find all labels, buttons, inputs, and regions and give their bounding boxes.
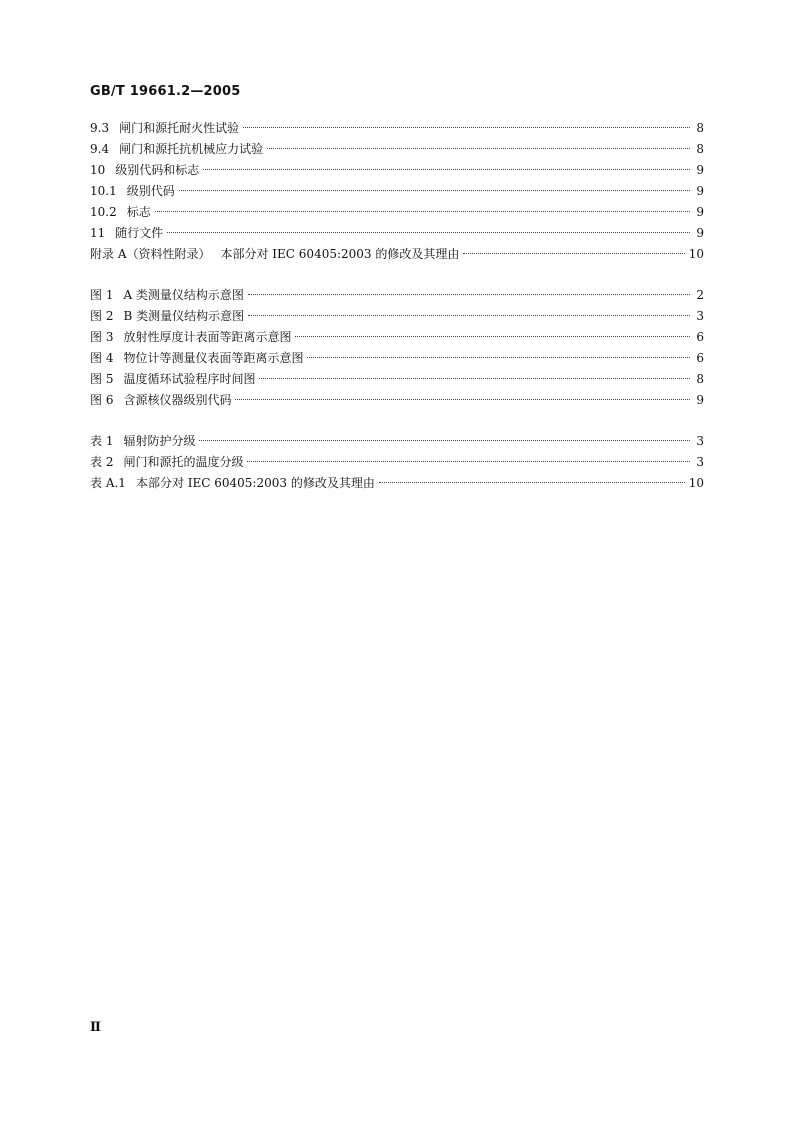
toc-entry-number: 图 4 [90, 351, 114, 365]
toc-dot-leader [179, 190, 690, 191]
toc-entry[interactable] [90, 369, 704, 390]
toc-entry-number: 图 3 [90, 330, 114, 344]
toc-entry-number: 图 5 [90, 372, 114, 386]
toc-entry-title: 级别代码和标志 [115, 163, 200, 177]
toc-dot-leader [247, 461, 690, 462]
toc-entry-number: 图 6 [90, 393, 114, 407]
toc-dot-leader [379, 482, 685, 483]
toc-entry-title: 闸门和源托抗机械应力试验 [119, 142, 264, 156]
toc-entry-title: 辐射防护分级 [123, 434, 196, 448]
toc-entry[interactable] [90, 160, 704, 181]
toc-entry-number: 10 [90, 163, 106, 177]
toc-entry[interactable] [90, 348, 704, 369]
toc-entry-title: 闸门和源托耐火性试验 [119, 121, 240, 135]
toc-dot-leader [167, 232, 690, 233]
toc-entry-number: 图 2 [90, 309, 114, 323]
toc-entry-number: 9.4 [90, 142, 110, 156]
page-number-roman: Ⅱ [90, 1020, 101, 1035]
toc-entry-title: 本部分对 IEC 60405:2003 的修改及其理由 [135, 476, 375, 490]
toc-entry[interactable] [90, 223, 704, 244]
toc-entry-number: 表 1 [90, 434, 114, 448]
toc-dot-leader [235, 399, 690, 400]
toc-entry-page: 8 [696, 142, 704, 156]
toc-entry-number: 表 2 [90, 455, 114, 469]
toc-dot-leader [203, 169, 690, 170]
toc-entry-page: 10 [688, 247, 704, 261]
toc-entry-page: 6 [696, 351, 704, 365]
document-number-header: GB/T 19661.2—2005 [90, 84, 241, 99]
toc-entry-page: 8 [696, 372, 704, 386]
toc-dot-leader [248, 315, 690, 316]
toc-dot-leader [463, 253, 684, 254]
toc-entry-number: 附录 A（资料性附录） [90, 247, 211, 261]
toc-entry-title: 级别代码 [126, 184, 175, 198]
toc-entry[interactable] [90, 431, 704, 452]
toc-dot-leader [267, 148, 690, 149]
toc-entry-number: 9.3 [90, 121, 110, 135]
toc-entry-title: 物位计等测量仪表面等距离示意图 [123, 351, 304, 365]
toc-entry[interactable] [90, 390, 704, 411]
toc-entry-page: 3 [696, 309, 704, 323]
toc-dot-leader [295, 336, 690, 337]
toc-entry-number: 图 1 [90, 288, 114, 302]
toc-entry-number: 10.1 [90, 184, 117, 198]
toc-entry-title: B 类测量仪结构示意图 [123, 309, 245, 323]
toc-group-sections [90, 118, 704, 265]
toc-entry[interactable] [90, 473, 704, 494]
toc-entry-title: 标志 [126, 205, 151, 219]
toc-dot-leader [307, 357, 690, 358]
toc-entry[interactable] [90, 139, 704, 160]
toc-entry[interactable] [90, 118, 704, 139]
toc-group-tables [90, 431, 704, 494]
toc-entry-page: 3 [696, 434, 704, 448]
toc-entry-title: 含源核仪器级别代码 [123, 393, 232, 407]
toc-entry-page: 9 [696, 393, 704, 407]
toc-entry-page: 8 [696, 121, 704, 135]
toc-dot-leader [199, 440, 690, 441]
toc-entry-title: 本部分对 IEC 60405:2003 的修改及其理由 [220, 247, 460, 261]
toc-entry[interactable] [90, 202, 704, 223]
toc-dot-leader [248, 294, 690, 295]
toc-entry-page: 10 [688, 476, 704, 490]
toc-entry-page: 9 [696, 163, 704, 177]
toc-entry-page: 3 [696, 455, 704, 469]
toc-entry-page: 2 [696, 288, 704, 302]
toc-entry-number: 表 A.1 [90, 476, 126, 490]
toc-entry-title: 放射性厚度计表面等距离示意图 [123, 330, 292, 344]
toc-entry[interactable] [90, 285, 704, 306]
toc-entry-number: 10.2 [90, 205, 117, 219]
toc-entry-page: 6 [696, 330, 704, 344]
toc-entry[interactable] [90, 452, 704, 473]
toc-entry[interactable] [90, 181, 704, 202]
toc-dot-leader [155, 211, 690, 212]
toc-entry-title: 温度循环试验程序时间图 [123, 372, 256, 386]
toc-dot-leader [259, 378, 690, 379]
toc-entry[interactable] [90, 244, 704, 265]
toc-entry-page: 9 [696, 184, 704, 198]
toc-entry-title: 随行文件 [115, 226, 164, 240]
toc-entry[interactable] [90, 327, 704, 348]
toc-entry-title: 闸门和源托的温度分级 [123, 455, 244, 469]
toc-group-figures [90, 285, 704, 411]
toc-dot-leader [243, 127, 690, 128]
toc-entry-page: 9 [696, 205, 704, 219]
toc-entry[interactable] [90, 306, 704, 327]
toc-entry-page: 9 [696, 226, 704, 240]
toc-entry-number: 11 [90, 226, 106, 240]
toc-entry-title: A 类测量仪结构示意图 [123, 288, 244, 302]
